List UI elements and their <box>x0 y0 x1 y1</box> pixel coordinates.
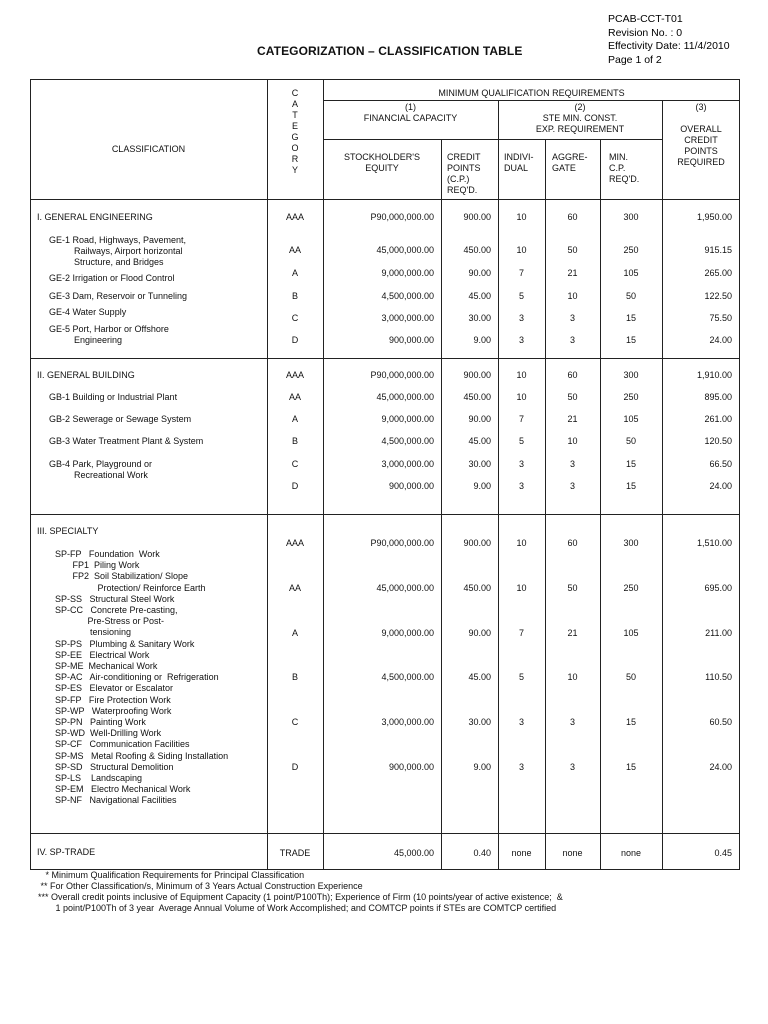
ste-header-line2: EXP. REQUIREMENT <box>535 124 625 134</box>
cell-credit: 30.00 <box>468 717 491 727</box>
cell-equity: 45,000,000.00 <box>376 392 434 402</box>
cell-cat: AAA <box>285 370 304 380</box>
cell-aggre: 21 <box>567 414 578 424</box>
cell-equity: 4,500,000.00 <box>381 436 434 446</box>
cell-indiv: 10 <box>516 538 527 548</box>
classification-header: CLASSIFICATION <box>111 144 186 154</box>
financial-capacity-header: FINANCIAL CAPACITY <box>363 113 458 123</box>
list-item: SP-FP Foundation Work <box>55 549 160 559</box>
cell-equity: 45,000,000.00 <box>376 245 434 255</box>
cell-aggre: 60 <box>567 538 578 548</box>
cell-credit: 30.00 <box>468 313 491 323</box>
cell-overall: 915.15 <box>704 245 732 255</box>
cell-mincp: 105 <box>623 268 639 278</box>
cell-cat: A <box>291 628 298 638</box>
cell-mincp: 15 <box>625 459 636 469</box>
cell-indiv: 3 <box>518 459 524 469</box>
cell-equity: P90,000,000.00 <box>370 538 434 548</box>
cell-indiv: 3 <box>518 717 524 727</box>
cell-overall: 24.00 <box>709 481 732 491</box>
cell-indiv: 3 <box>518 481 524 491</box>
cell-indiv: 3 <box>518 313 524 323</box>
group2-number: (2) <box>574 102 586 112</box>
cell-credit: 45.00 <box>468 672 491 682</box>
cell-mincp: 50 <box>625 672 636 682</box>
section-title: II. GENERAL BUILDING <box>37 370 135 380</box>
cell-credit: 450.00 <box>463 583 491 593</box>
cell-aggre: 3 <box>569 459 575 469</box>
cell-aggre: 50 <box>567 245 578 255</box>
cell-aggre: 21 <box>567 268 578 278</box>
cell-indiv: 7 <box>518 414 524 424</box>
cell-mincp: 105 <box>623 628 639 638</box>
cell-overall: 895.00 <box>704 392 732 402</box>
cell-cat: B <box>291 436 298 446</box>
cell-mincp: none <box>620 848 642 858</box>
cell-mincp: 250 <box>623 392 639 402</box>
cell-equity: 4,500,000.00 <box>381 291 434 301</box>
cell-cat: AA <box>288 245 301 255</box>
footnote: 1 point/P100Th of 3 year Average Annual Volume of Work Accomplished; and COMTCP points if STEs are COMTCP certified <box>38 903 557 913</box>
section-title: I. GENERAL ENGINEERING <box>37 212 153 222</box>
cell-aggre: 3 <box>569 481 575 491</box>
cell-mincp: 15 <box>625 313 636 323</box>
cell-cat: TRADE <box>279 848 311 858</box>
cell-aggre: 21 <box>567 628 578 638</box>
cell-overall: 211.00 <box>705 628 732 638</box>
cell-indiv: 10 <box>516 392 527 402</box>
cell-equity: 9,000,000.00 <box>381 268 434 278</box>
list-item: GB-4 Park, Playground or <box>49 459 153 469</box>
cell-indiv: 5 <box>518 436 524 446</box>
cell-cat: D <box>291 762 299 772</box>
list-item: SP-EM Electro Mechanical Work <box>55 784 191 795</box>
group1-number: (1) <box>405 102 416 112</box>
section-title: IV. SP-TRADE <box>37 847 96 857</box>
cell-cat: C <box>291 313 299 323</box>
footnote: * Minimum Qualification Requirements for Principal Classification <box>38 870 305 880</box>
cell-equity: 9,000,000.00 <box>381 414 434 424</box>
cell-indiv: 10 <box>516 212 527 222</box>
section-title: III. SPECIALTY <box>37 526 99 536</box>
cell-credit: 0.40 <box>473 848 491 858</box>
cell-equity: 4,500,000.00 <box>381 672 434 682</box>
cell-credit: 9.00 <box>473 762 491 772</box>
cell-aggre: 10 <box>567 672 578 682</box>
cell-mincp: 50 <box>625 291 636 301</box>
cell-overall: 120.50 <box>704 436 732 446</box>
cell-mincp: 250 <box>623 245 639 255</box>
group3-number: (3) <box>695 102 707 112</box>
list-item: GB-3 Water Treatment Plant & System <box>49 436 204 446</box>
cell-indiv: 7 <box>518 628 524 638</box>
list-item: SP-EE Electrical Work <box>55 649 150 660</box>
cell-overall: 265.00 <box>704 268 732 278</box>
cell-cat: B <box>291 291 298 301</box>
cell-indiv: 5 <box>518 291 524 301</box>
list-item: Protection/ Reinforce Earth <box>55 582 206 593</box>
cell-cat: C <box>291 459 299 469</box>
cell-overall: 110.50 <box>705 672 732 682</box>
cell-credit: 90.00 <box>468 268 491 278</box>
cell-credit: 900.00 <box>463 538 491 548</box>
cell-credit: 450.00 <box>463 392 491 402</box>
cell-equity: 3,000,000.00 <box>381 717 434 727</box>
cell-cat: A <box>291 414 298 424</box>
cell-indiv: 5 <box>518 672 524 682</box>
cell-indiv: 3 <box>518 762 524 772</box>
cell-credit: 45.00 <box>468 436 491 446</box>
cell-mincp: 15 <box>625 335 636 345</box>
cell-indiv: none <box>511 848 532 858</box>
cell-aggre: 10 <box>567 291 578 301</box>
cell-credit: 45.00 <box>468 291 491 301</box>
list-item: GE-4 Water Supply <box>49 307 127 317</box>
list-item-cont: Railways, Airport horizontal <box>49 246 183 256</box>
revision-number: Revision No. : 0 <box>608 26 683 39</box>
cell-aggre: 60 <box>567 212 578 222</box>
page-title: CATEGORIZATION – CLASSIFICATION TABLE <box>257 44 523 58</box>
list-item: SP-PS Plumbing & Sanitary Work <box>55 638 195 649</box>
list-item-cont: Recreational Work <box>49 470 148 480</box>
cell-indiv: 3 <box>518 335 524 345</box>
list-item: SP-WD Well-Drilling Work <box>55 728 162 739</box>
list-item: SP-AC Air-conditioning or Refrigeration <box>55 672 219 683</box>
cell-equity: 900,000.00 <box>388 335 434 345</box>
cell-aggre: 3 <box>569 762 575 772</box>
cell-credit: 9.00 <box>473 481 491 491</box>
cell-equity: 3,000,000.00 <box>381 459 434 469</box>
cell-overall: 261.00 <box>704 414 732 424</box>
list-item: SP-FP Fire Protection Work <box>55 694 171 705</box>
cell-equity: 3,000,000.00 <box>381 313 434 323</box>
page-number: Page 1 of 2 <box>608 53 662 66</box>
cell-indiv: 10 <box>516 370 527 380</box>
list-item: tensioning <box>55 627 132 638</box>
cell-cat: C <box>291 717 299 727</box>
cell-mincp: 15 <box>625 762 636 772</box>
cell-overall: 695.00 <box>704 583 732 593</box>
list-item: SP-LS Landscaping <box>55 773 143 783</box>
cell-aggre: none <box>562 848 583 858</box>
cell-aggre: 3 <box>569 717 575 727</box>
cell-cat: A <box>291 268 298 278</box>
list-item-cont: Engineering <box>49 335 123 345</box>
cell-credit: 900.00 <box>463 370 491 380</box>
list-item: FP1 Piling Work <box>55 560 140 571</box>
list-item: FP2 Soil Stabilization/ Slope <box>55 571 189 582</box>
effectivity-date: Effectivity Date: 11/4/2010 <box>608 40 730 52</box>
cell-mincp: 15 <box>625 717 636 727</box>
cell-cat: B <box>291 672 298 682</box>
cell-overall: 122.50 <box>704 291 732 301</box>
cell-equity: 900,000.00 <box>388 762 434 772</box>
cell-credit: 450.00 <box>463 245 491 255</box>
min-qual-header: MINIMUM QUALIFICATION REQUIREMENTS <box>438 88 625 98</box>
cell-overall: 1,950.00 <box>696 212 732 222</box>
cell-aggre: 60 <box>567 370 578 380</box>
cell-mincp: 105 <box>623 414 639 424</box>
list-item: SP-NF Navigational Facilities <box>55 795 177 806</box>
cell-mincp: 300 <box>623 212 639 222</box>
list-item: SP-ES Elevator or Escalator <box>55 683 174 694</box>
footnote: ** For Other Classification/s, Minimum of 3 Years Actual Construction Experience <box>38 881 363 891</box>
list-item: Pre-Stress or Post- <box>55 616 165 627</box>
list-item-cont: Structure, and Bridges <box>49 257 164 267</box>
list-item: GE-1 Road, Highways, Pavement, <box>49 235 187 245</box>
list-item: GE-2 Irrigation or Flood Control <box>49 273 175 283</box>
cell-credit: 900.00 <box>463 212 491 222</box>
cell-credit: 90.00 <box>468 628 491 638</box>
cell-indiv: 10 <box>516 583 527 593</box>
cell-credit: 9.00 <box>473 335 491 345</box>
cell-cat: AA <box>288 392 301 402</box>
cell-mincp: 15 <box>625 481 636 491</box>
cell-aggre: 50 <box>567 583 578 593</box>
cell-equity: 45,000.00 <box>393 848 434 858</box>
list-item: SP-MS Metal Roofing & Siding Installation <box>55 750 229 761</box>
cell-overall: 75.50 <box>709 313 732 323</box>
cell-overall: 24.00 <box>709 762 732 772</box>
document-header-block <box>608 13 730 67</box>
cell-equity: 9,000,000.00 <box>381 628 434 638</box>
cell-cat: AAA <box>285 212 304 222</box>
list-item: SP-WP Waterproofing Work <box>55 705 172 716</box>
cell-overall: 24.00 <box>709 335 732 345</box>
cell-aggre: 3 <box>569 335 575 345</box>
cell-overall: 1,510.00 <box>696 538 732 548</box>
cell-credit: 90.00 <box>468 414 491 424</box>
cell-cat: AAA <box>285 538 304 548</box>
list-item: GB-1 Building or Industrial Plant <box>49 392 178 402</box>
cell-cat: D <box>291 335 299 345</box>
cell-overall: 1,910.00 <box>696 370 732 380</box>
cell-mincp: 300 <box>623 538 639 548</box>
cell-indiv: 10 <box>516 245 527 255</box>
document-code: PCAB-CCT-T01 <box>608 13 683 25</box>
cell-overall: 0.45 <box>714 848 732 858</box>
list-item: GB-2 Sewerage or Sewage System <box>49 414 192 424</box>
cell-mincp: 50 <box>625 436 636 446</box>
cell-aggre: 10 <box>567 436 578 446</box>
list-item: SP-SS Structural Steel Work <box>55 593 175 604</box>
cell-overall: 66.50 <box>709 459 732 469</box>
cell-aggre: 50 <box>567 392 578 402</box>
cell-credit: 30.00 <box>468 459 491 469</box>
list-item: GE-5 Port, Harbor or Offshore <box>49 324 169 334</box>
cell-equity: 45,000,000.00 <box>376 583 434 593</box>
list-item: GE-3 Dam, Reservoir or Tunneling <box>49 291 188 301</box>
list-item: SP-CC Concrete Pre-casting, <box>55 605 178 615</box>
list-item: SP-SD Structural Demolition <box>55 761 174 772</box>
cell-aggre: 3 <box>569 313 575 323</box>
cell-indiv: 7 <box>518 268 524 278</box>
cell-cat: D <box>291 481 299 491</box>
list-item: SP-PN Painting Work <box>55 717 146 727</box>
list-item: SP-ME Mechanical Work <box>55 661 158 671</box>
ste-header-line1: STE MIN. CONST. <box>542 113 618 123</box>
list-item: SP-CF Communication Facilities <box>55 739 190 750</box>
cell-equity: P90,000,000.00 <box>370 370 434 380</box>
cell-mincp: 250 <box>623 583 639 593</box>
cell-equity: 900,000.00 <box>388 481 434 491</box>
cell-equity: P90,000,000.00 <box>370 212 434 222</box>
cell-cat: AA <box>288 583 301 593</box>
footnote: *** Overall credit points inclusive of Equipment Capacity (1 point/P100Th); Experience of Firm (10 points/year of active existence; & <box>38 892 563 902</box>
cell-overall: 60.50 <box>709 717 732 727</box>
cell-mincp: 300 <box>623 370 639 380</box>
